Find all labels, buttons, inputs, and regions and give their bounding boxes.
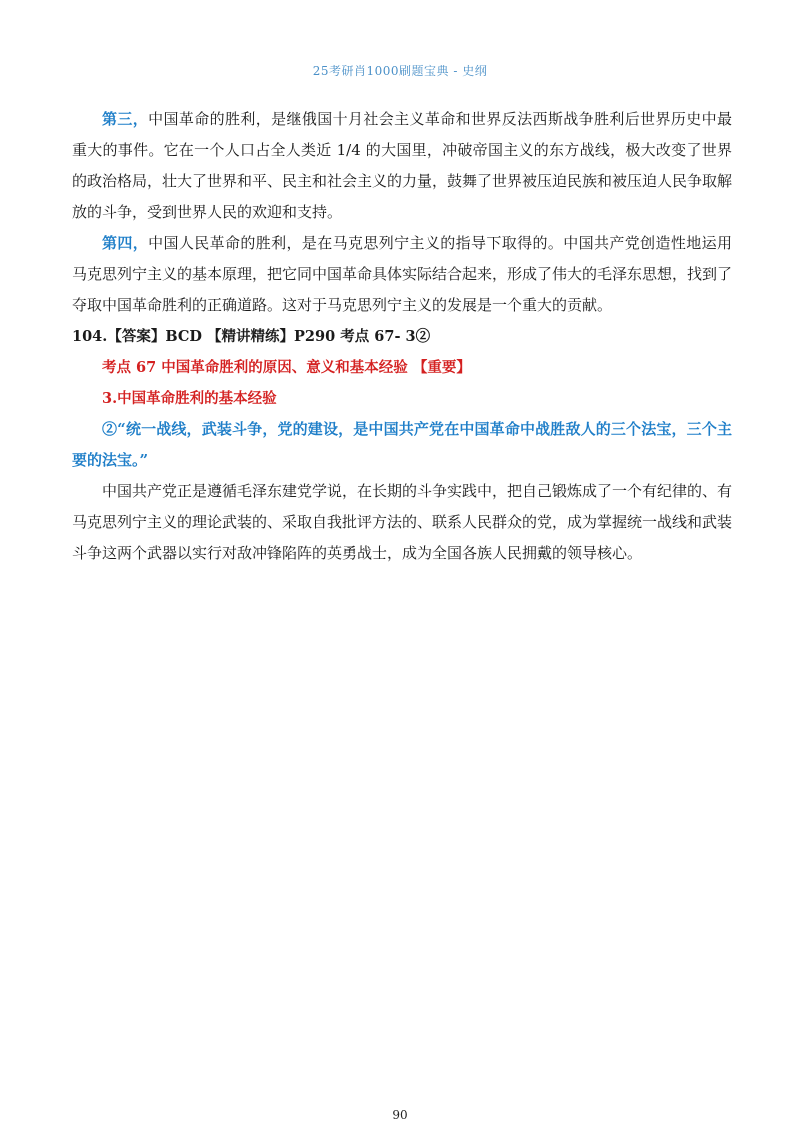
answer-text: 104.【答案】BCD 【精讲精练】P290 考点 67- 3②	[72, 328, 431, 345]
point-title: 考点 67 中国革命胜利的原因、意义和基本经验 【重要】	[102, 359, 471, 376]
point-quote: ②“统一战线，武装斗争，党的建设，是中国共产党在中国革命中战胜敌人的三个法宝，三个主要的法宝。”	[72, 420, 732, 469]
document-body	[72, 104, 732, 569]
point-subtitle: 3.中国革命胜利的基本经验	[102, 390, 277, 407]
paragraph-text: 中国人民革命的胜利，是在马克思列宁主义的指导下取得的。中国共产党创造性地运用马克思列宁主义的基本原理，把它同中国革命具体实际结合起来，形成了伟大的毛泽东思想，找到了夺取中国革命胜利的正确道路。这对于马克思列宁主义的发展是一个重大的贡献。	[72, 234, 733, 314]
page-header: 25考研肖1000刷题宝典 - 史纲	[312, 64, 488, 78]
paragraph-keyword: 第三，	[102, 110, 149, 128]
point-body: 中国共产党正是遵循毛泽东建党学说，在长期的斗争实践中，把自己锻炼成了一个有纪律的、有马克思列宁主义的理论武装的、采取自我批评方法的、联系人民群众的党，成为掌握统一战线和武装斗争这两个武器以实行对敌冲锋陷阵的英勇战士，成为全国各族人民拥戴的领导核心。	[72, 482, 733, 562]
paragraph-third	[72, 104, 732, 228]
answer-line	[72, 321, 732, 352]
paragraph-keyword: 第四，	[102, 234, 149, 252]
paragraph-text: 中国革命的胜利，是继俄国十月社会主义革命和世界反法西斯战争胜利后世界历史中最重大的事件。它在一个人口占全人类近 1/4 的大国里，冲破帝国主义的东方战线，极大改变了世界的政治格局，壮大了世界和平、民主和社会主义的力量，鼓舞了世界被压迫民族和被压迫人民争取解放的斗争，受到世界人民的欢迎和支持。	[72, 110, 733, 221]
page-number: 90	[392, 1108, 408, 1122]
paragraph-fourth	[72, 228, 732, 321]
